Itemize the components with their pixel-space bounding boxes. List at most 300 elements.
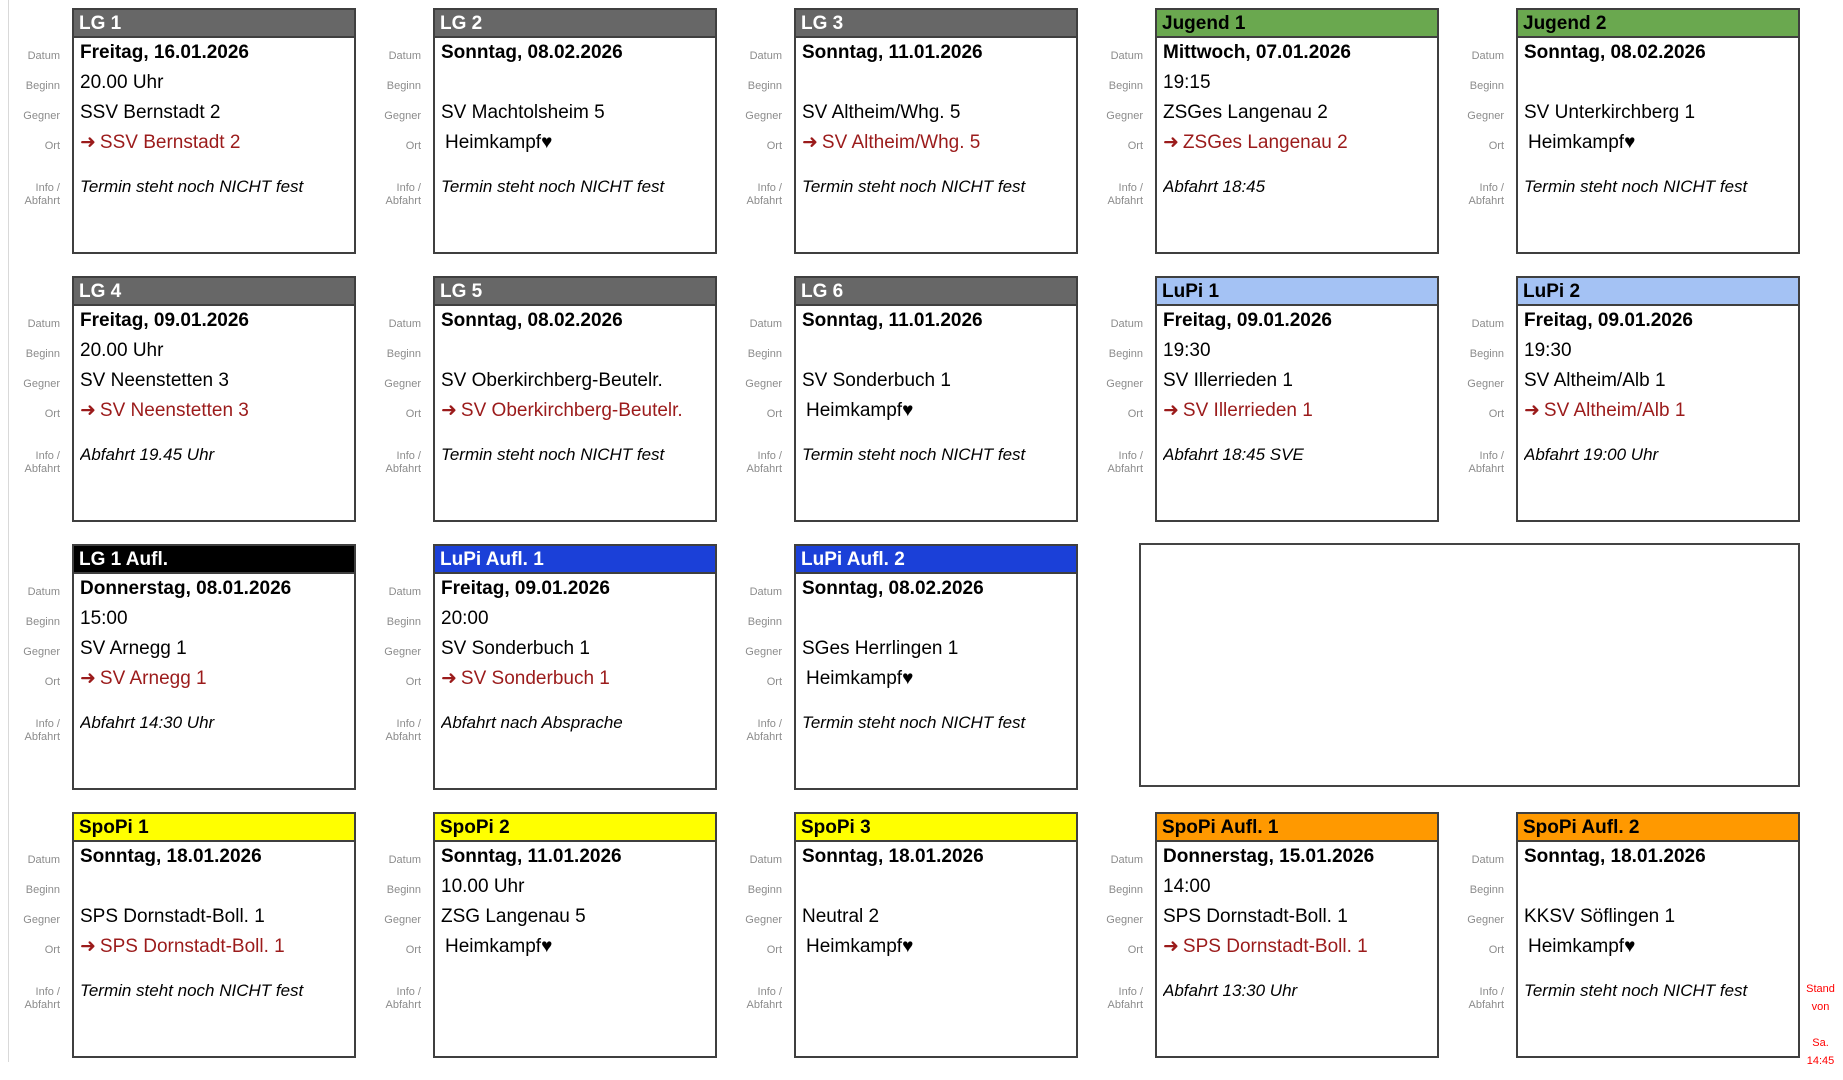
label-info-abfahrt bbox=[0, 976, 66, 1012]
label-gegner: Gegner bbox=[384, 914, 421, 926]
match-location-text: SPS Dornstadt-Boll. 1 bbox=[99, 936, 285, 957]
match-time bbox=[1524, 872, 1798, 902]
match-location-text: Heimkampf bbox=[445, 132, 542, 153]
label-ort: Ort bbox=[44, 944, 60, 956]
match-location bbox=[802, 396, 1076, 426]
home-heart-icon: ♥ bbox=[902, 668, 914, 689]
status-note-line1: Stand von bbox=[1806, 983, 1835, 1013]
label-datum: Datum bbox=[749, 50, 782, 62]
match-time bbox=[802, 872, 1076, 902]
label-info-line1: Info / bbox=[396, 718, 421, 730]
match-info: Termin steht noch NICHT fest bbox=[802, 177, 1026, 196]
home-heart-icon: ♥ bbox=[1624, 936, 1636, 957]
label-info-abfahrt bbox=[361, 172, 427, 208]
card-body bbox=[796, 574, 1076, 738]
card-body bbox=[1157, 842, 1437, 1006]
match-date: Sonntag, 08.02.2026 bbox=[441, 42, 623, 63]
row-labels bbox=[361, 38, 427, 208]
match-opponent: SV Sonderbuch 1 bbox=[441, 638, 590, 659]
match-info: Abfahrt 18:45 bbox=[1163, 177, 1266, 196]
match-time bbox=[1524, 68, 1798, 98]
match-location bbox=[1524, 128, 1798, 158]
schedule-cell bbox=[1444, 268, 1805, 536]
match-date: Sonntag, 11.01.2026 bbox=[441, 846, 622, 867]
match-date: Sonntag, 11.01.2026 bbox=[802, 42, 983, 63]
row-spacer bbox=[802, 158, 1076, 172]
card-title: LG 4 bbox=[74, 278, 354, 306]
match-info: Abfahrt 13:30 Uhr bbox=[1163, 981, 1298, 1000]
label-info-abfahrt bbox=[1444, 976, 1510, 1012]
label-beginn: Beginn bbox=[1108, 80, 1143, 92]
card-title: LuPi Aufl. 2 bbox=[796, 546, 1076, 574]
row-spacer bbox=[80, 694, 354, 708]
label-beginn: Beginn bbox=[386, 80, 421, 92]
label-info-line2: Abfahrt bbox=[24, 195, 60, 207]
match-time bbox=[441, 68, 715, 98]
card-body bbox=[1157, 38, 1437, 202]
schedule-cell bbox=[361, 0, 722, 268]
match-location-text: Heimkampf bbox=[806, 668, 903, 689]
card-body bbox=[1157, 306, 1437, 470]
schedule-cell bbox=[1083, 0, 1444, 268]
row-spacer bbox=[1524, 158, 1798, 172]
match-opponent: SV Machtolsheim 5 bbox=[441, 102, 605, 123]
match-location bbox=[802, 932, 1076, 962]
label-gegner: Gegner bbox=[23, 110, 60, 122]
label-datum: Datum bbox=[1471, 50, 1504, 62]
match-card bbox=[72, 812, 356, 1058]
label-info-abfahrt bbox=[722, 172, 788, 208]
match-card bbox=[433, 8, 717, 254]
card-body bbox=[74, 842, 354, 1006]
label-datum: Datum bbox=[27, 50, 60, 62]
match-info: Abfahrt 18:45 SVE bbox=[1163, 445, 1304, 464]
match-location-text: SV Neenstetten 3 bbox=[99, 400, 249, 421]
label-info-abfahrt bbox=[361, 708, 427, 744]
match-date: Sonntag, 18.01.2026 bbox=[1524, 846, 1706, 867]
label-ort: Ort bbox=[766, 140, 782, 152]
label-beginn: Beginn bbox=[386, 616, 421, 628]
match-card bbox=[1155, 8, 1439, 254]
match-location[interactable] bbox=[802, 128, 1076, 158]
row-spacer bbox=[802, 694, 1076, 708]
card-body bbox=[74, 306, 354, 470]
label-ort: Ort bbox=[1127, 408, 1143, 420]
label-info-abfahrt bbox=[361, 976, 427, 1012]
away-arrow-icon: ➜ bbox=[441, 400, 457, 421]
row-spacer bbox=[802, 426, 1076, 440]
match-location bbox=[441, 932, 715, 962]
schedule-cell bbox=[722, 804, 1083, 1072]
label-info-line1: Info / bbox=[1479, 182, 1504, 194]
match-time: 19:30 bbox=[1524, 340, 1572, 361]
row-labels bbox=[1444, 38, 1510, 208]
schedule-cell bbox=[361, 536, 722, 804]
label-ort: Ort bbox=[766, 676, 782, 688]
match-date: Sonntag, 18.01.2026 bbox=[802, 846, 984, 867]
home-heart-icon: ♥ bbox=[541, 936, 553, 957]
label-datum: Datum bbox=[388, 50, 421, 62]
card-title: LG 5 bbox=[435, 278, 715, 306]
schedule-cell bbox=[1444, 804, 1805, 1072]
status-note-line2: Sa. 14:45 bbox=[1806, 1037, 1835, 1067]
match-date: Donnerstag, 15.01.2026 bbox=[1163, 846, 1375, 867]
match-location bbox=[441, 128, 715, 158]
match-location-text: Heimkampf bbox=[445, 936, 542, 957]
label-info-abfahrt bbox=[722, 440, 788, 476]
card-title: LG 1 bbox=[74, 10, 354, 38]
match-info: Termin steht noch NICHT fest bbox=[441, 177, 665, 196]
label-gegner: Gegner bbox=[1106, 914, 1143, 926]
row-labels bbox=[1444, 306, 1510, 476]
schedule-cell bbox=[0, 536, 361, 804]
label-beginn: Beginn bbox=[747, 884, 782, 896]
label-info-line2: Abfahrt bbox=[1468, 195, 1504, 207]
row-labels bbox=[1083, 842, 1149, 1012]
label-info-line1: Info / bbox=[35, 450, 60, 462]
empty-slot-box bbox=[1139, 543, 1800, 787]
row-labels bbox=[722, 38, 788, 208]
row-labels bbox=[361, 574, 427, 744]
label-info-line2: Abfahrt bbox=[24, 999, 60, 1011]
card-body bbox=[1518, 306, 1798, 470]
label-info-line2: Abfahrt bbox=[385, 999, 421, 1011]
match-info: Termin steht noch NICHT fest bbox=[80, 177, 304, 196]
label-datum: Datum bbox=[749, 586, 782, 598]
match-location-text: Heimkampf bbox=[1528, 936, 1625, 957]
label-beginn: Beginn bbox=[747, 348, 782, 360]
label-info-abfahrt bbox=[0, 440, 66, 476]
schedule-cell bbox=[1083, 268, 1444, 536]
match-location[interactable] bbox=[1163, 128, 1437, 158]
match-time: 19:15 bbox=[1163, 72, 1211, 93]
match-time: 20.00 Uhr bbox=[80, 340, 164, 361]
row-spacer bbox=[441, 158, 715, 172]
match-opponent: ZSGes Langenau 2 bbox=[1163, 102, 1328, 123]
label-beginn: Beginn bbox=[25, 884, 60, 896]
match-info: Abfahrt nach Absprache bbox=[441, 713, 623, 732]
label-beginn: Beginn bbox=[1108, 348, 1143, 360]
match-opponent: SV Neenstetten 3 bbox=[80, 370, 229, 391]
match-card bbox=[433, 812, 717, 1058]
schedule-cell bbox=[1083, 804, 1444, 1072]
match-time bbox=[802, 68, 1076, 98]
label-ort: Ort bbox=[1488, 944, 1504, 956]
label-info-line2: Abfahrt bbox=[1107, 463, 1143, 475]
label-info-line2: Abfahrt bbox=[385, 195, 421, 207]
label-ort: Ort bbox=[1488, 140, 1504, 152]
label-info-line1: Info / bbox=[757, 986, 782, 998]
empty-slot bbox=[1083, 536, 1805, 804]
label-beginn: Beginn bbox=[386, 348, 421, 360]
home-heart-icon: ♥ bbox=[541, 132, 553, 153]
schedule-cell bbox=[0, 268, 361, 536]
match-time: 10.00 Uhr bbox=[441, 876, 525, 897]
match-location bbox=[1524, 932, 1798, 962]
match-card bbox=[72, 544, 356, 790]
label-datum: Datum bbox=[27, 586, 60, 598]
card-title: LG 2 bbox=[435, 10, 715, 38]
match-info: Abfahrt 14:30 Uhr bbox=[80, 713, 215, 732]
card-title: LuPi 2 bbox=[1518, 278, 1798, 306]
card-body bbox=[796, 38, 1076, 202]
row-spacer bbox=[441, 694, 715, 708]
match-location-text: SV Illerrieden 1 bbox=[1182, 400, 1313, 421]
card-title: SpoPi Aufl. 2 bbox=[1518, 814, 1798, 842]
card-title: SpoPi 3 bbox=[796, 814, 1076, 842]
row-labels bbox=[1083, 38, 1149, 208]
card-body bbox=[796, 842, 1076, 1006]
match-card bbox=[794, 544, 1078, 790]
match-location-text: ZSGes Langenau 2 bbox=[1182, 132, 1348, 153]
match-location[interactable] bbox=[1163, 396, 1437, 426]
card-body bbox=[435, 306, 715, 470]
label-info-line2: Abfahrt bbox=[24, 463, 60, 475]
row-labels bbox=[722, 574, 788, 744]
match-time: 20.00 Uhr bbox=[80, 72, 164, 93]
match-card bbox=[72, 8, 356, 254]
match-location-text: SV Arnegg 1 bbox=[99, 668, 207, 689]
row-spacer bbox=[1524, 962, 1798, 976]
match-opponent: SV Altheim/Whg. 5 bbox=[802, 102, 961, 123]
away-arrow-icon: ➜ bbox=[80, 400, 96, 421]
match-location[interactable] bbox=[80, 128, 354, 158]
label-datum: Datum bbox=[749, 854, 782, 866]
match-time: 14:00 bbox=[1163, 876, 1211, 897]
match-info: Termin steht noch NICHT fest bbox=[802, 445, 1026, 464]
match-opponent: SSV Bernstadt 2 bbox=[80, 102, 221, 123]
card-title: LG 1 Aufl. bbox=[74, 546, 354, 574]
label-ort: Ort bbox=[44, 140, 60, 152]
match-time: 15:00 bbox=[80, 608, 128, 629]
row-labels bbox=[361, 842, 427, 1012]
row-labels bbox=[0, 574, 66, 744]
match-info: Termin steht noch NICHT fest bbox=[441, 445, 665, 464]
match-opponent: SV Illerrieden 1 bbox=[1163, 370, 1293, 391]
label-gegner: Gegner bbox=[1106, 110, 1143, 122]
match-location-text: SV Sonderbuch 1 bbox=[460, 668, 610, 689]
label-info-line2: Abfahrt bbox=[746, 463, 782, 475]
label-ort: Ort bbox=[766, 944, 782, 956]
card-title: Jugend 1 bbox=[1157, 10, 1437, 38]
match-location[interactable] bbox=[441, 396, 715, 426]
row-spacer bbox=[1163, 426, 1437, 440]
label-info-line2: Abfahrt bbox=[746, 999, 782, 1011]
match-card bbox=[794, 276, 1078, 522]
row-spacer bbox=[1524, 426, 1798, 440]
label-info-line1: Info / bbox=[1479, 986, 1504, 998]
card-body bbox=[1518, 38, 1798, 202]
label-info-line2: Abfahrt bbox=[1468, 999, 1504, 1011]
match-date: Sonntag, 18.01.2026 bbox=[80, 846, 262, 867]
label-info-line2: Abfahrt bbox=[746, 195, 782, 207]
status-note bbox=[1799, 980, 1842, 1070]
label-beginn: Beginn bbox=[25, 616, 60, 628]
label-gegner: Gegner bbox=[23, 914, 60, 926]
match-location[interactable] bbox=[80, 664, 354, 694]
label-info-abfahrt bbox=[1444, 172, 1510, 208]
away-arrow-icon: ➜ bbox=[1163, 400, 1179, 421]
match-opponent: SPS Dornstadt-Boll. 1 bbox=[1163, 906, 1348, 927]
card-title: LG 3 bbox=[796, 10, 1076, 38]
row-labels bbox=[722, 306, 788, 476]
label-info-abfahrt bbox=[1444, 440, 1510, 476]
label-datum: Datum bbox=[388, 586, 421, 598]
schedule-cell bbox=[361, 804, 722, 1072]
label-info-line1: Info / bbox=[1118, 986, 1143, 998]
label-datum: Datum bbox=[388, 854, 421, 866]
label-info-line2: Abfahrt bbox=[1468, 463, 1504, 475]
row-labels bbox=[1444, 842, 1510, 1012]
schedule-cell bbox=[722, 536, 1083, 804]
label-info-line1: Info / bbox=[757, 718, 782, 730]
label-datum: Datum bbox=[749, 318, 782, 330]
match-date: Freitag, 09.01.2026 bbox=[441, 578, 610, 599]
match-info bbox=[802, 976, 1076, 1006]
label-ort: Ort bbox=[405, 140, 421, 152]
label-info-line2: Abfahrt bbox=[1107, 195, 1143, 207]
match-card bbox=[433, 276, 717, 522]
match-location[interactable] bbox=[1163, 932, 1437, 962]
match-opponent: SV Unterkirchberg 1 bbox=[1524, 102, 1696, 123]
label-info-line1: Info / bbox=[1118, 182, 1143, 194]
label-datum: Datum bbox=[27, 318, 60, 330]
match-date: Mittwoch, 07.01.2026 bbox=[1163, 42, 1351, 63]
row-spacer bbox=[441, 962, 715, 976]
match-info: Abfahrt 19.45 Uhr bbox=[80, 445, 215, 464]
label-info-line1: Info / bbox=[35, 182, 60, 194]
match-info: Termin steht noch NICHT fest bbox=[1524, 177, 1748, 196]
card-body bbox=[1518, 842, 1798, 1006]
match-date: Sonntag, 11.01.2026 bbox=[802, 310, 983, 331]
match-info: Termin steht noch NICHT fest bbox=[80, 981, 304, 1000]
match-time bbox=[441, 336, 715, 366]
label-beginn: Beginn bbox=[1469, 348, 1504, 360]
match-time bbox=[802, 604, 1076, 634]
label-beginn: Beginn bbox=[1469, 80, 1504, 92]
home-heart-icon: ♥ bbox=[902, 400, 914, 421]
match-card bbox=[1155, 812, 1439, 1058]
label-info-line1: Info / bbox=[35, 986, 60, 998]
row-labels bbox=[1083, 306, 1149, 476]
schedule-cell bbox=[1444, 0, 1805, 268]
label-gegner: Gegner bbox=[745, 378, 782, 390]
home-heart-icon: ♥ bbox=[1624, 132, 1636, 153]
away-arrow-icon: ➜ bbox=[802, 132, 818, 153]
label-beginn: Beginn bbox=[25, 348, 60, 360]
row-spacer bbox=[1163, 962, 1437, 976]
label-ort: Ort bbox=[1127, 944, 1143, 956]
label-info-line2: Abfahrt bbox=[385, 463, 421, 475]
label-ort: Ort bbox=[1488, 408, 1504, 420]
schedule-cell bbox=[722, 268, 1083, 536]
label-datum: Datum bbox=[1110, 854, 1143, 866]
match-card bbox=[72, 276, 356, 522]
match-opponent: SV Altheim/Alb 1 bbox=[1524, 370, 1666, 391]
match-location-text: SV Altheim/Alb 1 bbox=[1543, 400, 1686, 421]
label-info-line1: Info / bbox=[757, 450, 782, 462]
match-opponent: SGes Herrlingen 1 bbox=[802, 638, 959, 659]
label-datum: Datum bbox=[1471, 318, 1504, 330]
label-info-abfahrt bbox=[1083, 440, 1149, 476]
match-opponent: SPS Dornstadt-Boll. 1 bbox=[80, 906, 265, 927]
card-title: LG 6 bbox=[796, 278, 1076, 306]
label-ort: Ort bbox=[405, 944, 421, 956]
row-spacer bbox=[80, 426, 354, 440]
card-title: SpoPi Aufl. 1 bbox=[1157, 814, 1437, 842]
label-ort: Ort bbox=[44, 676, 60, 688]
schedule-cell bbox=[0, 0, 361, 268]
card-body bbox=[435, 38, 715, 202]
away-arrow-icon: ➜ bbox=[1524, 400, 1540, 421]
label-datum: Datum bbox=[27, 854, 60, 866]
match-card bbox=[433, 544, 717, 790]
home-heart-icon: ♥ bbox=[902, 936, 914, 957]
label-info-line1: Info / bbox=[757, 182, 782, 194]
match-location[interactable] bbox=[441, 664, 715, 694]
match-location-text: SPS Dornstadt-Boll. 1 bbox=[1182, 936, 1368, 957]
match-date: Sonntag, 08.02.2026 bbox=[441, 310, 623, 331]
label-info-line1: Info / bbox=[396, 450, 421, 462]
label-info-line2: Abfahrt bbox=[746, 731, 782, 743]
label-gegner: Gegner bbox=[1467, 914, 1504, 926]
label-info-abfahrt bbox=[1083, 172, 1149, 208]
match-location[interactable] bbox=[1524, 396, 1798, 426]
away-arrow-icon: ➜ bbox=[80, 936, 96, 957]
match-info: Termin steht noch NICHT fest bbox=[802, 713, 1026, 732]
label-ort: Ort bbox=[766, 408, 782, 420]
label-info-line1: Info / bbox=[1118, 450, 1143, 462]
label-gegner: Gegner bbox=[1467, 378, 1504, 390]
row-labels bbox=[0, 306, 66, 476]
match-location-text: Heimkampf bbox=[806, 936, 903, 957]
label-ort: Ort bbox=[405, 408, 421, 420]
label-gegner: Gegner bbox=[23, 646, 60, 658]
label-info-abfahrt bbox=[722, 976, 788, 1012]
label-info-abfahrt bbox=[0, 172, 66, 208]
label-gegner: Gegner bbox=[745, 914, 782, 926]
label-ort: Ort bbox=[405, 676, 421, 688]
schedule-cell bbox=[722, 0, 1083, 268]
label-beginn: Beginn bbox=[747, 80, 782, 92]
match-info: Termin steht noch NICHT fest bbox=[1524, 981, 1748, 1000]
match-location[interactable] bbox=[80, 396, 354, 426]
label-gegner: Gegner bbox=[745, 110, 782, 122]
label-beginn: Beginn bbox=[1469, 884, 1504, 896]
label-ort: Ort bbox=[44, 408, 60, 420]
label-datum: Datum bbox=[1471, 854, 1504, 866]
label-info-line1: Info / bbox=[1479, 450, 1504, 462]
label-gegner: Gegner bbox=[384, 110, 421, 122]
away-arrow-icon: ➜ bbox=[441, 668, 457, 689]
row-labels bbox=[722, 842, 788, 1012]
card-title: LuPi 1 bbox=[1157, 278, 1437, 306]
label-gegner: Gegner bbox=[1467, 110, 1504, 122]
label-info-abfahrt bbox=[1083, 976, 1149, 1012]
match-time: 19:30 bbox=[1163, 340, 1211, 361]
row-spacer bbox=[80, 158, 354, 172]
match-info: Abfahrt 19:00 Uhr bbox=[1524, 445, 1659, 464]
match-opponent: KKSV Söflingen 1 bbox=[1524, 906, 1676, 927]
match-opponent: Neutral 2 bbox=[802, 906, 880, 927]
match-date: Freitag, 09.01.2026 bbox=[80, 310, 249, 331]
match-location bbox=[802, 664, 1076, 694]
match-card bbox=[1516, 812, 1800, 1058]
row-labels bbox=[0, 842, 66, 1012]
label-beginn: Beginn bbox=[25, 80, 60, 92]
label-info-line1: Info / bbox=[35, 718, 60, 730]
match-location[interactable] bbox=[80, 932, 354, 962]
